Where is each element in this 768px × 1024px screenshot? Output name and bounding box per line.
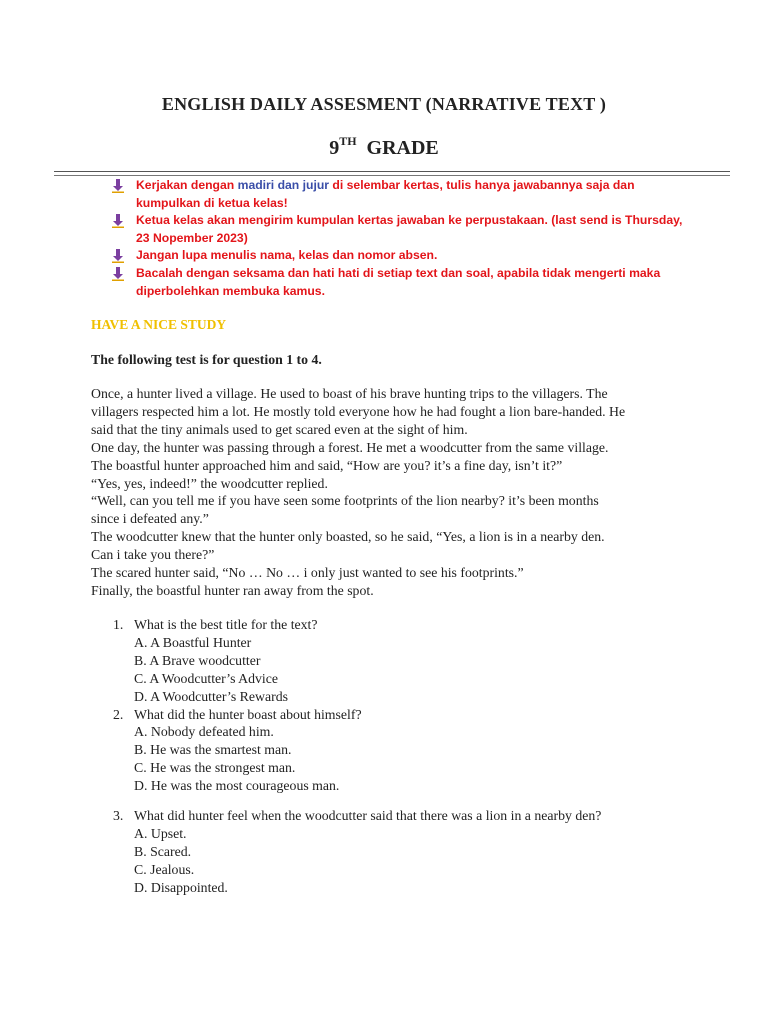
grade-label: GRADE [366, 137, 439, 159]
instruction-item [112, 177, 692, 212]
answer-option: B. He was the smartest man. [134, 742, 292, 758]
down-arrow-bullet-icon [112, 249, 124, 263]
passage-line: “Well, can you tell me if you have seen some footprints of the lion nearby? it’s been months [91, 493, 599, 509]
question-text: What did hunter feel when the woodcutter said that there was a lion in a nearby den? [134, 808, 602, 824]
answer-option: A. Nobody defeated him. [134, 724, 274, 740]
answer-option: B. A Brave woodcutter [134, 652, 261, 668]
answer-option: D. He was the most courageous man. [134, 778, 340, 794]
instruction-item [112, 265, 692, 300]
question-number: 1. [113, 617, 124, 632]
passage-line: Finally, the boastful hunter ran away from the spot. [91, 582, 374, 598]
answer-option: D. Disappointed. [134, 879, 228, 895]
down-arrow-bullet-icon [112, 179, 124, 193]
question-number: 2. [113, 706, 124, 722]
grade-superscript: TH [339, 134, 357, 148]
passage-line: Once, a hunter lived a village. He used to boast of his brave hunting trips to the villagers. The [91, 386, 608, 401]
answer-option: B. Scared. [134, 843, 192, 859]
passage-line: Can i take you there?” [91, 547, 215, 563]
passage-line: The boastful hunter approached him and said, “How are you? it’s a fine day, isn’t it?” [91, 457, 563, 473]
passage-line: One day, the hunter was passing through a forest. He met a woodcutter from the same village. [91, 439, 609, 455]
question-item [113, 616, 693, 706]
header-divider-bottom [54, 175, 730, 176]
instruction-text: di selembar kertas, tulis hanya jawabannya saja dan kumpulkan di ketua kelas! [136, 178, 635, 210]
instruction-text: Kerjakan dengan [136, 178, 238, 192]
instruction-text: Bacalah dengan seksama dan hati hati di setiap text dan soal, apabila tidak mengerti maka diperbolehkan membuka kamus. [136, 265, 661, 298]
answer-option: A. Upset. [134, 825, 187, 841]
passage-line: The scared hunter said, “No … No … i only just wanted to see his footprints.” [91, 565, 524, 581]
question-text: What did the hunter boast about himself? [134, 706, 362, 722]
question-number: 3. [113, 808, 124, 824]
header-divider-top [54, 171, 730, 172]
grade-heading [0, 134, 768, 160]
instruction-highlight: madiri dan jujur [237, 178, 330, 192]
grade-number: 9 [329, 137, 340, 159]
passage-line: said that the tiny animals used to get scared even at the sight of him. [91, 421, 468, 437]
passage-line: villagers respected him a lot. He mostly told everyone how he had fought a lion bare-handed. He [91, 403, 626, 419]
page-title: ENGLISH DAILY ASSESMENT (NARRATIVE TEXT ) [161, 94, 607, 114]
question-text: What is the best title for the text? [134, 617, 318, 632]
question-item [113, 706, 693, 796]
answer-option: D. A Woodcutter’s Rewards [134, 688, 288, 704]
instruction-text: Ketua kelas akan mengirim kumpulan kertas jawaban ke perpustakaan. (last send is Thursday, 23 Nopember 2023) [136, 213, 683, 245]
instruction-text: Jangan lupa menulis nama, kelas dan nomor absen. [136, 248, 438, 263]
answer-option: C. A Woodcutter’s Advice [134, 670, 279, 686]
passage-line: “Yes, yes, indeed!” the woodcutter replied. [91, 475, 328, 491]
passage-line: since i defeated any.” [91, 511, 209, 527]
answer-option: C. He was the strongest man. [134, 760, 296, 776]
passage-line: The woodcutter knew that the hunter only boasted, so he said, “Yes, a lion is in a nearby den. [91, 529, 605, 545]
down-arrow-bullet-icon [112, 214, 124, 228]
instruction-item [112, 247, 692, 265]
question-list [113, 616, 693, 897]
question-lead: The following test is for question 1 to 4. [91, 352, 322, 367]
instruction-item [112, 212, 692, 247]
answer-option: C. Jealous. [134, 861, 195, 877]
answer-option: A. A Boastful Hunter [134, 634, 252, 650]
narrative-passage [91, 385, 691, 600]
question-item [113, 807, 693, 897]
instruction-list [112, 177, 692, 300]
question-spacer [113, 795, 693, 807]
down-arrow-bullet-icon [112, 267, 124, 281]
section-banner: HAVE A NICE STUDY [91, 317, 227, 332]
